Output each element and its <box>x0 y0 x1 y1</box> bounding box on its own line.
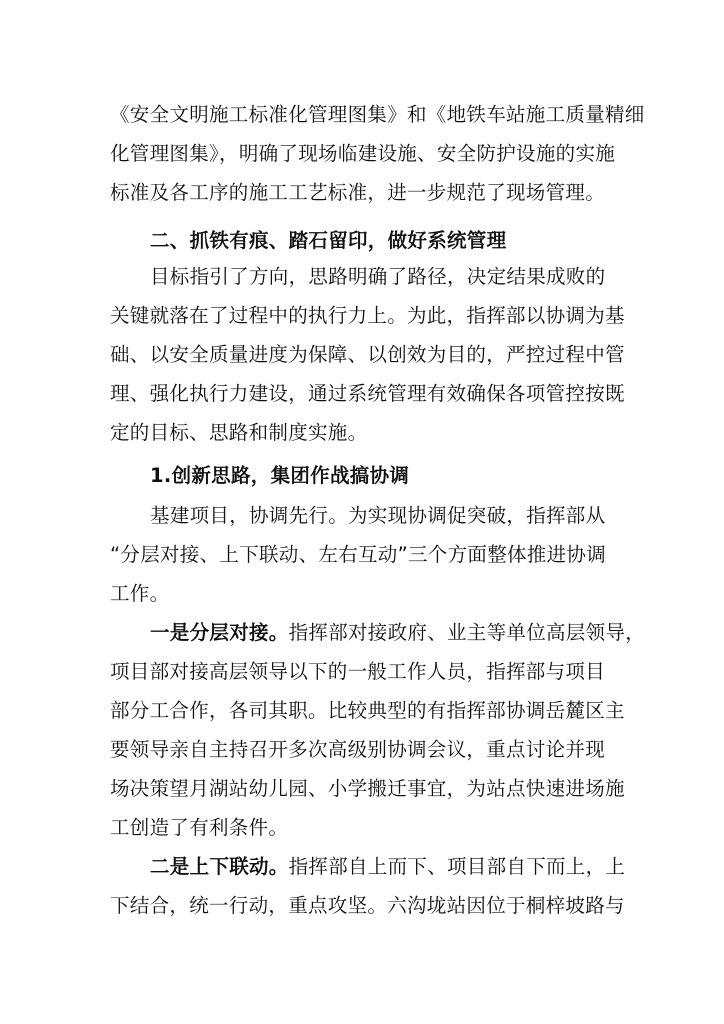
body-line-11: 基建项目，协调先行。为实现协调促突破，指挥部从 <box>150 504 606 527</box>
body-line-20 <box>150 854 625 880</box>
body-line-6: 关键就落在了过程中的执行力上。为此，指挥部以协调为基 <box>110 304 625 327</box>
point-one-lead: 一是分层对接。 <box>150 621 289 644</box>
subsection-heading: 1.创新思路，集团作战搞协调 <box>150 464 410 487</box>
body-line-8: 理、强化执行力建设，通过系统管理有效确保各项管控按既 <box>110 382 625 405</box>
point-two-text: 指挥部自上而下、项目部自下而上，上 <box>288 855 626 878</box>
body-line-7: 础、以安全质量进度为保障、以创效为目的，严控过程中管 <box>110 343 625 366</box>
body-line-1: 《安全文明施工标准化管理图集》和《地铁车站施工质量精细 <box>110 103 645 126</box>
section-heading: 二、抓铁有痕、踏石留印，做好系统管理 <box>150 229 507 252</box>
body-line-19: 工创造了有利条件。 <box>110 816 289 839</box>
body-line-14 <box>150 620 645 646</box>
body-line-13: 工作。 <box>110 582 170 605</box>
body-line-16: 部分工合作，各司其职。比较典型的有指挥部协调岳麓区主 <box>110 699 625 722</box>
body-line-15: 项目部对接高层领导以下的一般工作人员，指挥部与项目 <box>110 660 606 683</box>
body-line-5: 目标指引了方向，思路明确了路径，决定结果成败的 <box>150 265 606 288</box>
body-line-12: “分层对接、上下联动、左右互动”三个方面整体推进协调 <box>110 543 607 566</box>
body-line-18: 场决策望月湖站幼儿园、小学搬迁事宜，为站点快速进场施 <box>110 777 625 800</box>
point-one-text: 指挥部对接政府、业主等单位高层领导， <box>288 621 646 644</box>
body-line-3: 标准及各工序的施工工艺标准，进一步规范了现场管理。 <box>110 181 606 204</box>
body-line-17: 要领导亲自主持召开多次高级别协调会议，重点讨论并现 <box>110 738 606 761</box>
body-line-2: 化管理图集》，明确了现场临建设施、安全防护设施的实施 <box>110 142 616 165</box>
point-two-lead: 二是上下联动。 <box>150 855 289 878</box>
body-line-9: 定的目标、思路和制度实施。 <box>110 421 368 444</box>
body-line-21: 下结合，统一行动，重点攻坚。六沟垅站因位于桐梓坡路与 <box>110 894 625 917</box>
